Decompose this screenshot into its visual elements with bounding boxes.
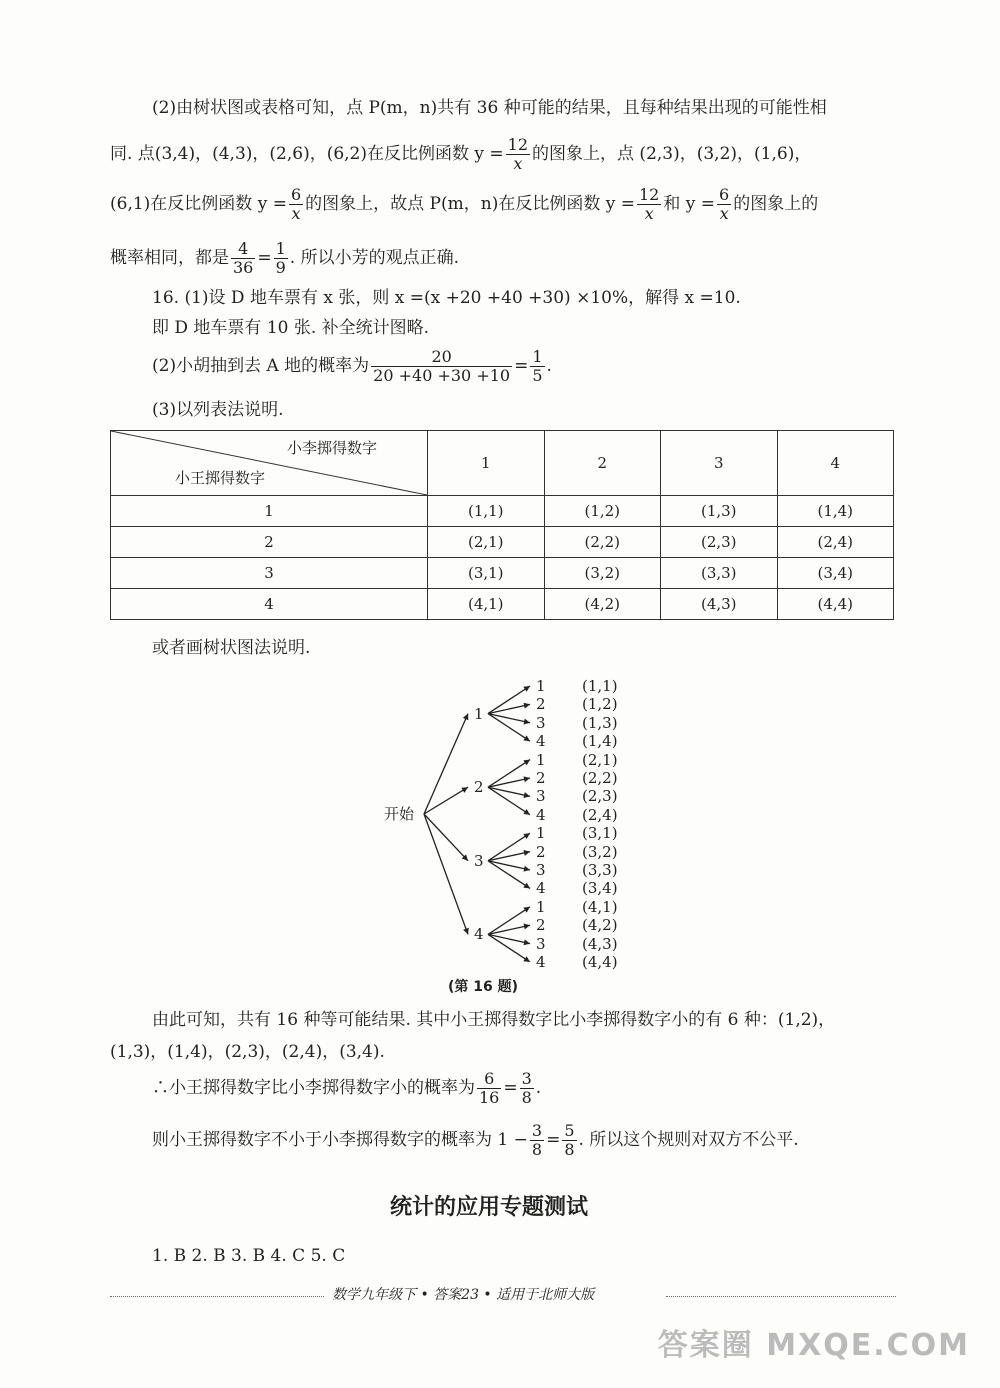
arrow-head-icon [523,866,530,872]
tree-level2-node: 1 [536,677,546,695]
tree-level2-node: 1 [536,824,546,843]
tree-level2-node: 3 [536,934,546,953]
text: 的图象上，故点 P(m，n)在反比例函数 y = [305,194,635,214]
fraction-1-5 [530,348,544,385]
para-2-line-1: (2)由树状图或表格可知，点 P(m，n)共有 36 种可能的结果，且每种结果出现的可能性相 [152,98,827,118]
tree-level2-node: 4 [536,805,546,824]
numerator: 6 [290,185,302,204]
q16-line-3 [152,346,552,386]
arrow-head-icon [523,703,530,709]
denominator: x [644,204,654,223]
tree-level1-node: 1 [474,704,484,723]
table-col-header: 2 [544,431,661,496]
table-row [111,558,894,589]
tree-level1-node: 3 [474,851,484,870]
table-cell: (3,2) [544,558,661,589]
table-cell: (4,4) [777,589,894,620]
numerator: 12 [639,185,660,204]
numerator: 6 [719,185,730,204]
tree-level2-node: 1 [536,897,546,916]
tree-outcome: (2,3) [582,787,618,806]
arrow-head-icon [523,735,530,741]
watermark: 答案圈 MXQE.COM [657,1328,970,1363]
denominator: x [719,204,729,223]
table-col-header: 4 [777,431,894,496]
section-answers: 1. B 2. B 3. B 4. C 5. C [152,1246,346,1266]
tree-outcome: (2,1) [582,750,618,769]
denominator: 8 [531,1140,543,1159]
numerator: 3 [521,1069,532,1088]
numerator: 5 [564,1121,575,1140]
fraction-6-16 [477,1070,501,1107]
tree-diagram [370,662,650,971]
table-cell: (2,3) [661,527,778,558]
conclusion-line-2: (1,3)，(1,4)，(2,3)，(2,4)，(3,4). [110,1042,385,1062]
text: 概率相同，都是 [110,248,229,268]
text: (2)小胡抽到去 A 地的概率为 [152,356,370,376]
text: 和 y = [663,194,716,214]
table-cell: (4,3) [661,589,778,620]
conclusion-line-3 [152,1068,541,1108]
tree-branch [424,814,468,934]
tree-level2-node: 2 [536,916,546,935]
tree-level2-node: 2 [536,695,546,714]
q16-line-1: 16. (1)设 D 地车票有 x 张，则 x =(x +20 +40 +30) ×10%，解得 x =10. [152,288,741,308]
table-row [111,496,894,527]
fraction-4-36 [231,240,255,277]
arrow-head-icon [523,924,530,930]
q16-line-5: 或者画树状图法说明. [152,638,311,658]
tree-outcome: (1,2) [582,695,618,714]
table-row-header: 1 [111,496,428,527]
table-row-header: 3 [111,558,428,589]
fraction-12-x [506,136,530,173]
tree-outcome: (1,1) [582,677,618,695]
table-row-header: 4 [111,589,428,620]
text: . [546,356,552,376]
arrow-head-icon [523,760,530,766]
text: 则小王掷得数字不小于小李掷得数字的概率为 1 − [152,1130,528,1150]
tree-outcome: (1,3) [582,713,618,732]
table-cell: (3,4) [777,558,894,589]
table-row-header: 2 [111,527,428,558]
diagonal-line [111,431,427,495]
numerator: 20 [371,348,512,367]
denominator: 36 [233,258,254,277]
corner-label-top: 小李掷得数字 [287,439,378,457]
arrow-head-icon [523,850,530,856]
denominator: 8 [564,1140,575,1159]
denominator: 9 [275,258,286,277]
table-header-row [111,431,894,496]
table-cell: (1,2) [544,496,661,527]
numerator: 3 [531,1121,543,1140]
text: 的图象上，点 (2,3)，(3,2)，(1,6)， [532,144,812,164]
table-row [111,589,894,620]
text: = [546,1130,561,1150]
footer-text: 数学九年级下 • 答案23 • 适用于北师大版 [332,1287,595,1303]
tree-outcome: (3,4) [582,879,618,898]
table-cell: (2,2) [544,527,661,558]
tree-outcome: (4,3) [582,934,618,953]
corner-diagonal [111,431,427,495]
tree-branch [424,714,468,814]
text: 的图象上的 [733,194,819,214]
tree-level2-node: 2 [536,769,546,787]
text: . [535,1078,542,1098]
numerator: 12 [507,135,529,154]
arrow-head-icon [523,686,530,692]
tree-branch [424,814,468,861]
tree-level2-node: 4 [536,953,546,971]
table-cell: (1,1) [428,496,545,527]
fraction-12-x-2 [637,186,661,223]
table-cell: (2,4) [777,527,894,558]
tree-level2-node: 3 [536,861,546,879]
numerator: 1 [275,239,286,258]
table-cell: (3,3) [661,558,778,589]
q16-line-4: (3)以列表法说明. [152,400,284,420]
text: ∴小王掷得数字比小李掷得数字小的概率为 [152,1078,475,1098]
table-cell: (1,3) [661,496,778,527]
fraction-6-x [289,186,303,223]
q16-line-2: 即 D 地车票有 10 张. 补全统计图略. [152,318,430,338]
conclusion-line-4 [152,1120,799,1160]
fraction-6-x-2 [717,186,731,223]
denominator: x [291,204,301,223]
tree-level2-node: 1 [536,750,546,769]
table-cell: (1,4) [777,496,894,527]
fraction-5-8 [562,1122,576,1159]
tree-outcome: (4,4) [582,953,618,971]
arrow-head-icon [523,809,530,815]
tree-branch [424,787,468,814]
tree-outcome: (4,2) [582,916,618,935]
text: 同. 点(3,4)，(4,3)，(2,6)，(6,2)在反比例函数 y = [110,144,504,164]
corner-label-bottom: 小王掷得数字 [175,469,266,487]
tree-level1-node: 4 [474,925,484,944]
text: (6,1)在反比例函数 y = [110,194,287,214]
numerator: 4 [231,240,255,259]
arrow-head-icon [523,776,530,782]
table-cell: (2,1) [428,527,545,558]
conclusion-line-1: 由此可知，共有 16 种等可能结果. 其中小王掷得数字比小李掷得数字小的有 6 种：(1,2)， [152,1010,836,1030]
arrow-head-icon [523,939,530,945]
para-2-line-2 [110,134,811,174]
numerator: 6 [477,1070,501,1089]
footer-dots-left [110,1296,324,1297]
arrow-head-icon [523,956,530,962]
tree-level2-node: 4 [536,732,546,751]
tree-level2-node: 4 [536,879,546,898]
tree-outcome: (2,4) [582,805,618,824]
fraction-3-8 [520,1070,534,1107]
denominator: 16 [479,1088,500,1107]
para-2-line-3 [110,184,818,224]
tree-start-label: 开始 [384,805,415,823]
tree-level2-node: 2 [536,842,546,861]
figure-caption: (第 16 题) [448,979,519,995]
text: = [257,248,272,268]
text: . 所以小芳的观点正确. [289,248,460,268]
numerator: 1 [532,347,543,366]
text: . 所以这个规则对双方不公平. [578,1130,799,1150]
fraction-3-8-2 [530,1122,544,1159]
fraction-1-9 [274,240,288,277]
table-row [111,527,894,558]
arrow-head-icon [523,719,530,725]
outcome-table [110,430,894,620]
table-cell: (4,1) [428,589,545,620]
table-cell: (4,2) [544,589,661,620]
text: = [503,1078,518,1098]
fraction-20-sum [371,348,512,385]
arrow-head-icon [523,883,530,889]
tree-outcome: (1,4) [582,732,618,751]
footer-dots-right [666,1296,896,1297]
tree-outcome: (4,1) [582,897,618,916]
table-col-header: 1 [428,431,545,496]
section-title: 统计的应用专题测试 [390,1195,589,1220]
table-corner-cell [111,431,428,496]
arrow-head-icon [523,833,530,839]
tree-level2-node: 3 [536,787,546,806]
denominator: x [513,154,523,173]
tree-level1-node: 2 [474,778,484,797]
tree-level2-node: 3 [536,713,546,732]
denominator: 20 +40 +30 +10 [373,366,511,385]
tree-outcome: (3,2) [582,842,618,861]
table-col-header: 3 [661,431,778,496]
tree-outcome: (3,1) [582,824,618,843]
arrow-head-icon [523,792,530,798]
table-cell: (3,1) [428,558,545,589]
tree-outcome: (2,2) [582,769,618,787]
para-2-line-4 [110,238,459,278]
denominator: 8 [521,1088,532,1107]
denominator: 5 [532,366,543,385]
text: = [514,356,529,376]
tree-outcome: (3,3) [582,861,618,879]
arrow-head-icon [523,907,530,913]
